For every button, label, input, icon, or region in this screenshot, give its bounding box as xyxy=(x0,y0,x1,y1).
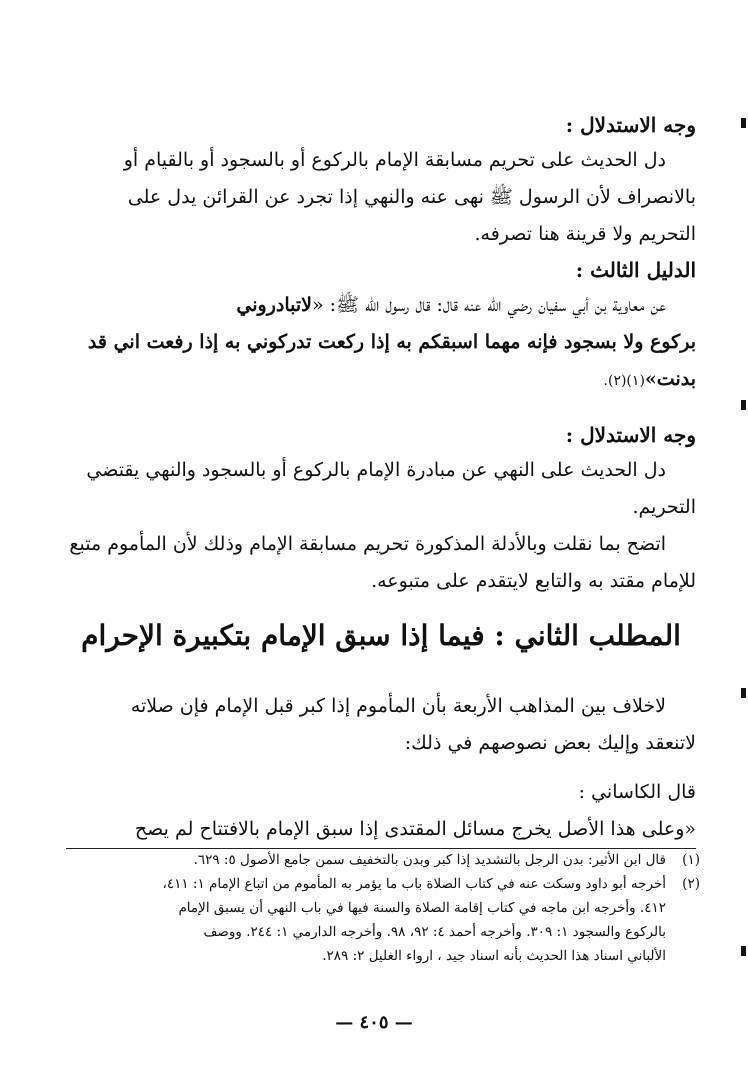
section1-line-2: بالانصراف لأن الرسول ﷺ نهى عنه والنهي إذا تجرد عن القرائن يدل على xyxy=(127,186,696,208)
hadith-intro: عن معاوية بن أبي سفيان رضي الله عنه قال: قال رسول الله ﷺ: « xyxy=(311,294,666,316)
footnotes xyxy=(66,848,700,968)
conclusion-line-1: اتضح بما نقلت وبالأدلة المذكورة تحريم مسابقة الإمام وذلك لأن المأموم متبع xyxy=(69,533,666,555)
hadith-text-end: بدنت» xyxy=(644,368,696,390)
section2-line-1 xyxy=(66,287,696,324)
hadith-text-start: لاتبادروني xyxy=(236,294,312,316)
edge-mark-middle xyxy=(741,400,746,410)
footnote-line: قال ابن الأثير: بدن الرجل بالتشديد إذا كبر وبدن بالتخفيف سمن جامع الأصول ٥: ٦٢٩. xyxy=(193,852,666,868)
edge-mark-top xyxy=(741,118,746,128)
section2-line-3 xyxy=(66,361,696,400)
page-number: — ٤٠٥ — xyxy=(335,1012,413,1033)
footnote-line: أخرجه أبو داود وسكت عنه في كتاب الصلاة باب ما يؤمر به المأموم من اتباع الإمام ١: ٤١١، xyxy=(162,876,666,892)
edge-mark-lower xyxy=(741,688,746,698)
section4-line-2: لاتنعقد وإليك بعض نصوصهم في ذلك: xyxy=(404,732,696,754)
section4-line-1: لاخلاف بين المذاهب الأربعة بأن المأموم إذا كبر قبل الإمام فإن صلاته xyxy=(130,695,666,717)
page-body xyxy=(66,108,696,849)
edge-mark-bottom xyxy=(741,946,746,956)
section2-heading: الدليل الثالث : xyxy=(575,258,696,282)
section3-heading: وجه الاستدلال : xyxy=(565,423,696,447)
section2-line-2: بركوع ولا بسجود فإنه مهما اسبقكم به إذا ركعت تدركوني به إذا رفعت اني قد xyxy=(87,331,696,353)
footnote-line: الألباني اسناد هذا الحديث بأنه اسناد جيد ، ارواء الغليل ٢: ٢٨٩. xyxy=(322,948,666,964)
section1-line-3: التحريم ولا قرينة هنا تصرفه. xyxy=(474,223,696,245)
section-title: المطلب الثاني : فيما إذا سبق الإمام بتكبيرة الإحرام xyxy=(81,619,681,652)
footnote-number: (١) xyxy=(682,852,700,868)
section1-line-1: دل الحديث على تحريم مسابقة الإمام بالركوع أو بالسجود أو بالقيام أو xyxy=(123,149,666,171)
section3-line-1: دل الحديث على النهي عن مبادرة الإمام بالركوع أو بالسجود والنهي يقتضي xyxy=(86,459,666,481)
section3-line-2: التحريم. xyxy=(632,496,696,518)
kasani-quote: «وعلى هذا الأصل يخرج مسائل المقتدى إذا سبق الإمام بالافتتاح لم يصح xyxy=(66,811,696,849)
section1-heading: وجه الاستدلال : xyxy=(565,113,696,137)
footnote-2 xyxy=(66,872,700,968)
conclusion-line-2: للإمام مقتد به والتابع لايتقدم على متبوعه. xyxy=(371,570,696,592)
kasani-label: قال الكاساني : xyxy=(578,781,696,803)
footnote-line: بالركوع والسجود ١: ٣٠٩. وأخرجه أحمد ٤: ٩٢، ٩٨. وأخرجه الدارمي ١: ٢٤٤. ووصف xyxy=(203,924,666,940)
footnote-1 xyxy=(66,848,700,872)
footnote-line: ٤١٢. وأخرجه ابن ماجه في كتاب إقامة الصلاة والسنة فيها في باب النهي أن يسبق الإمام xyxy=(178,900,666,916)
footnote-number: (٢) xyxy=(682,876,700,892)
footnote-refs: (١)(٢). xyxy=(603,373,645,389)
